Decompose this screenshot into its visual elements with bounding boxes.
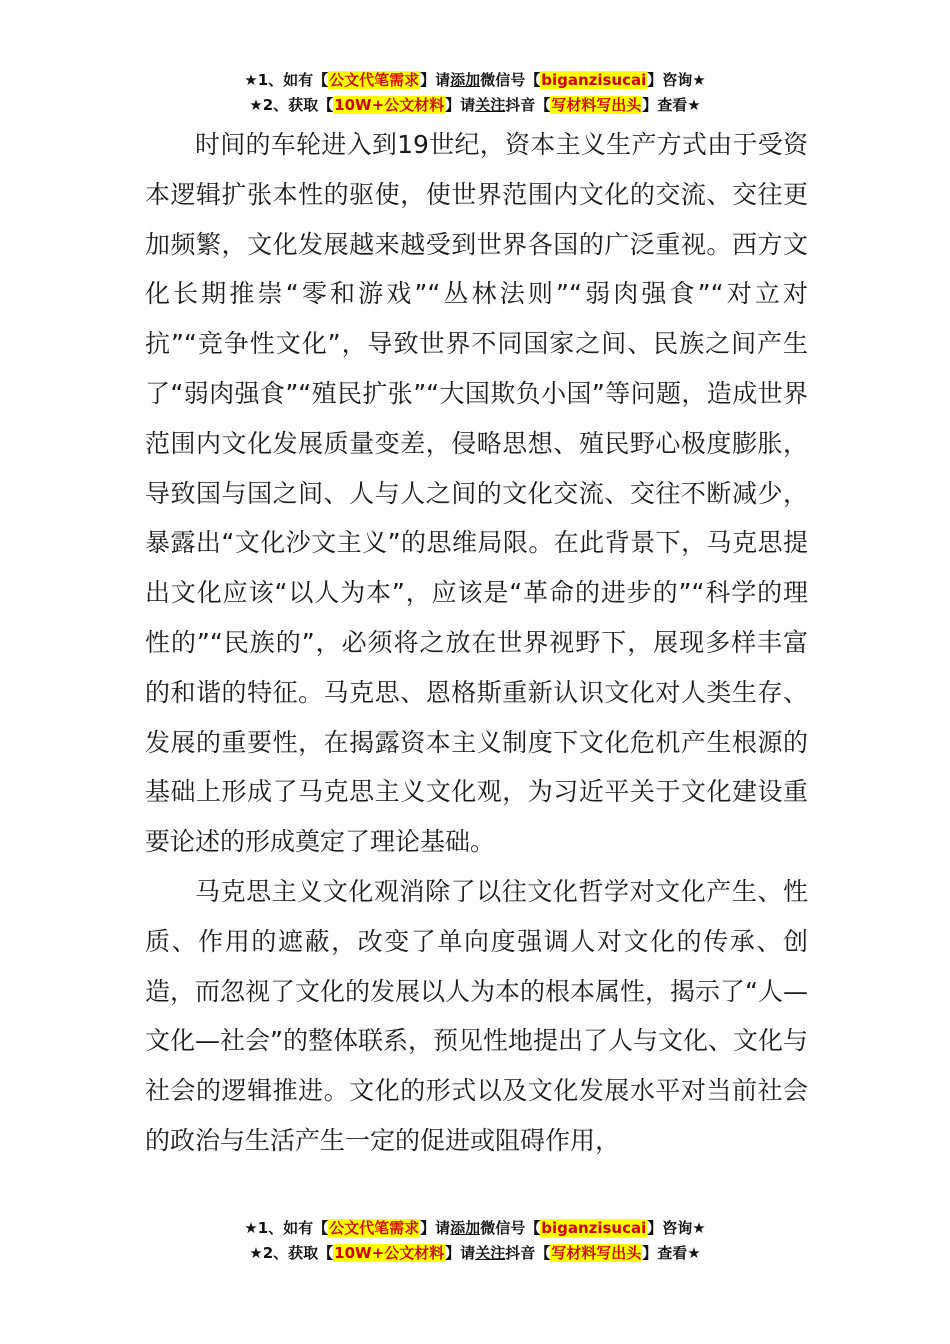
header-line-1-underlined: 添加 (450, 71, 481, 89)
header-highlight-wechat-id: biganzisucai (541, 71, 647, 89)
header-highlight-ghostwriting: 公文代笔需求 (329, 71, 420, 89)
header-line-2-middle-b: 抖音【 (505, 96, 551, 114)
header-highlight-douyin-account: 写材料写出头 (551, 96, 642, 114)
footer-highlight-materials: 10W+公文材料 (334, 1244, 445, 1262)
header-highlight-materials: 10W+公文材料 (334, 96, 445, 114)
star-icon: ★ (687, 96, 701, 114)
header-banner (0, 68, 950, 118)
header-line-2-underlined: 关注 (475, 96, 506, 114)
footer-highlight-ghostwriting: 公文代笔需求 (329, 1219, 420, 1237)
header-line-1-prefix: 1、如有【 (257, 71, 329, 89)
paragraph: 马克思主义文化观消除了以往文化哲学对文化产生、性质、作用的遮蔽，改变了单向度强调人对文化的传承、创造，而忽视了文化的发展以人为本的根本属性，揭示了“人—文化—社会”的整体联系，预见性地提出了人与文化、文化与社会的逻辑推进。文化的形式以及文化发展水平对当前社会的政治与生活产生一定的促进或阻碍作用， (145, 876, 808, 1155)
star-icon: ★ (249, 1244, 263, 1262)
header-line-2-prefix: 2、获取【 (262, 96, 334, 114)
document-body (145, 120, 808, 1166)
star-icon: ★ (244, 1219, 258, 1237)
footer-highlight-wechat-id: biganzisucai (541, 1219, 647, 1237)
footer-line-1-middle-b: 微信号【 (480, 1219, 541, 1237)
header-line-1-suffix: 】咨询 (647, 71, 693, 89)
star-icon: ★ (692, 1219, 706, 1237)
footer-line-2-middle-a: 】请 (445, 1244, 476, 1262)
star-icon: ★ (244, 71, 258, 89)
header-line-1-middle-b: 微信号【 (480, 71, 541, 89)
header-line-2 (0, 93, 950, 118)
footer-banner (0, 1216, 950, 1266)
star-icon: ★ (249, 96, 263, 114)
footer-line-2-underlined: 关注 (475, 1244, 506, 1262)
header-line-1 (0, 68, 950, 93)
footer-highlight-douyin-account: 写材料写出头 (551, 1244, 642, 1262)
footer-line-1-prefix: 1、如有【 (257, 1219, 329, 1237)
footer-line-2-prefix: 2、获取【 (262, 1244, 334, 1262)
header-line-1-middle-a: 】请 (420, 71, 451, 89)
footer-line-1 (0, 1216, 950, 1241)
footer-line-2-suffix: 】查看 (642, 1244, 688, 1262)
star-icon: ★ (687, 1244, 701, 1262)
header-line-2-suffix: 】查看 (642, 96, 688, 114)
footer-line-1-middle-a: 】请 (420, 1219, 451, 1237)
footer-line-2 (0, 1241, 950, 1266)
footer-line-1-suffix: 】咨询 (647, 1219, 693, 1237)
paragraph: 时间的车轮进入到19世纪，资本主义生产方式由于受资本逻辑扩张本性的驱使，使世界范围内文化的交流、交往更加频繁，文化发展越来越受到世界各国的广泛重视。西方文化长期推崇“零和游戏”“丛林法则”“弱肉强食”“对立对抗”“竞争性文化”，导致世界不同国家之间、民族之间产生了“弱肉强食”“殖民扩张”“大国欺负小国”等问题，造成世界范围内文化发展质量变差，侵略思想、殖民野心极度膨胀，导致国与国之间、人与人之间的文化交流、交往不断减少，暴露出“文化沙文主义”的思维局限。在此背景下，马克思提出文化应该“以人为本”，应该是“革命的进步的”“科学的理性的”“民族的”，必须将之放在世界视野下，展现多样丰富的和谐的特征。马克思、恩格斯重新认识文化对人类生存、发展的重要性，在揭露资本主义制度下文化危机产生根源的基础上形成了马克思主义文化观，为习近平关于文化建设重要论述的形成奠定了理论基础。 (145, 130, 808, 857)
footer-line-1-underlined: 添加 (450, 1219, 481, 1237)
star-icon: ★ (692, 71, 706, 89)
header-line-2-middle-a: 】请 (445, 96, 476, 114)
footer-line-2-middle-b: 抖音【 (505, 1244, 551, 1262)
